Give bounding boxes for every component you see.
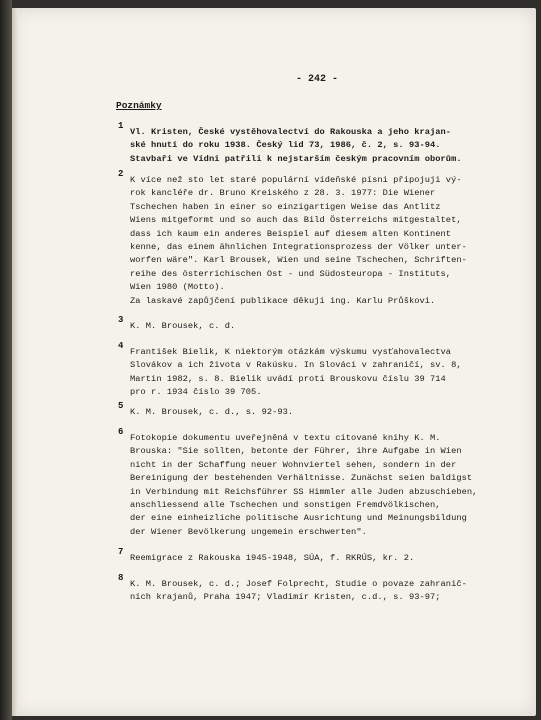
footnote-text: K více než sto let staré populární vídeňské písni připojuji vý- rok kancléře dr. Bruno Kreiského z 28. 3. 1977: Die Wiener Tschechen haben in einer so einzigartigen Weise das Antlitz Wiens mitgeformt und so auch das Bild Österreichs mitgestaltet, dass ich kaum ein anderes Beispiel auf diesem alten Kontinent kenne, das einem ähnlichen Integrationsprozess der Völker unter- worfen wäre". Karl Brousek, Wien und seine Tschechen, Schriften- reihe des österrichischen Ost - und Südosteuropa - Instituts, Wien 1980 (Motto). Za laskavé zapůjčení publikace děkuji ing. Karlu Průškovi. xyxy=(130,175,467,306)
footnote-text: K. M. Brousek, c. d., s. 92-93. xyxy=(130,407,294,417)
page-number: - 242 - xyxy=(296,74,339,85)
footnote-number: 2 xyxy=(118,169,124,179)
footnote-text: Reemigrace z Rakouska 1945-1948, SÚA, f. RKRÚS, kr. 2. xyxy=(130,553,415,563)
footnote-text: K. M. Brousek, c. d.; Josef Folprecht, Studie o povaze zahranič- ních krajanů, Praha 1947; Vladimír Kristen, c.d., s. 93-97; xyxy=(130,579,467,603)
footnote-number: 4 xyxy=(118,341,124,351)
footnote-number: 3 xyxy=(118,315,124,325)
footnote-number: 8 xyxy=(118,573,124,583)
book-spine xyxy=(0,0,12,720)
page-edge xyxy=(12,8,18,716)
footnote-text: Fotokopie dokumentu uveřejněná v textu citované knihy K. M. Brouska: "Sie sollten, betonte der Führer, ihre Aufgabe in Wien nicht in der Schaffung neuer Wohnviertel sehen, sondern in der Bereinigung der bestehenden Verhältnisse. Zunächst seien baldigst in Verbindung mit Reichsführer SS Himmler alle Juden abzuschieben, anschliessend alle Tschechen und sonstigen Fremdvölkischen, der eine einheizliche politische Ausrichtung und Meinungsbildung der Wiener Bevölkerung ungemein erschwerten". xyxy=(130,433,478,537)
footnote-number: 5 xyxy=(118,401,124,411)
footnote-text: Vl. Kristen, České vystěhovalectví do Rakouska a jeho krajan- ské hnutí do roku 1938. Český lid 73, 1986, č. 2, s. 93-94. Stavbaři ve Vídni patřili k nejstarším českým pracovním oborům. xyxy=(130,127,462,164)
notes-heading: Poznámky xyxy=(116,100,162,111)
footnote-text: František Bielik, K niektorým otázkám výskumu vysťahovalectva Slovákov a ich života v Rakúsku. In Slováci v zahraničí, sv. 8, Martin 1982, s. 8. Bielik uvádí proti Brouskovu číslu 39 714 pro r. 1934 číslo 39 705. xyxy=(130,347,462,398)
footnote-number: 7 xyxy=(118,547,124,557)
footnote-number: 1 xyxy=(118,121,124,131)
footnote-text: K. M. Brousek, c. d. xyxy=(130,321,236,331)
footnote-number: 6 xyxy=(118,427,124,437)
